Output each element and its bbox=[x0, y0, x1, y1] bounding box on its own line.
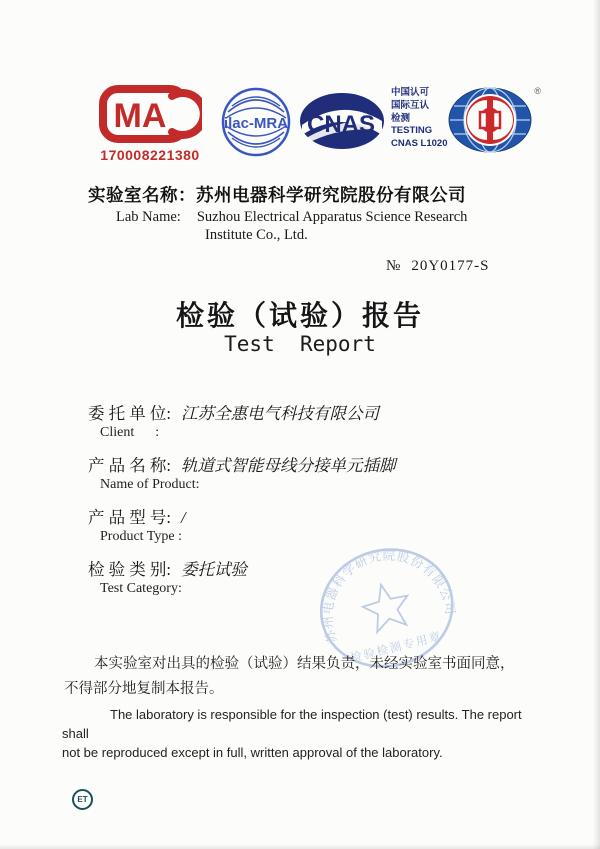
lab-name-en bbox=[88, 209, 467, 226]
lab-name-value-en-line2: Institute Co., Ltd. bbox=[205, 227, 308, 243]
report-number-value: 20Y0177-S bbox=[411, 258, 490, 274]
ilac-mra-logo bbox=[220, 86, 292, 163]
disclaimer-en-line1: The laboratory is responsible for the inspection (test) results. The report shall bbox=[62, 707, 522, 741]
globe-trademark-logo bbox=[447, 84, 541, 161]
report-title-cn: 检验（试验）报告 bbox=[175, 300, 424, 331]
field-client bbox=[88, 400, 528, 441]
field-product-name bbox=[88, 452, 528, 493]
accreditation-line: CNAS L1020 bbox=[391, 138, 448, 150]
product-name-label-en: Name of Product: bbox=[100, 477, 200, 492]
client-value: 江苏全惠电气科技有限公司 bbox=[180, 404, 379, 423]
disclaimer-en-line2: not be reproduced except in full, written approval of the laboratory. bbox=[62, 744, 443, 760]
cma-certificate-number: 170008221380 bbox=[100, 147, 200, 163]
svg-text:CNAS: CNAS bbox=[306, 111, 376, 138]
ilac-mra-icon bbox=[220, 86, 292, 158]
test-category-value: 委托试验 bbox=[180, 560, 247, 579]
accreditation-line: 检测 bbox=[391, 112, 411, 124]
svg-text:MA: MA bbox=[113, 97, 167, 135]
lab-name-value-en: Suzhou Electrical Apparatus Science Research bbox=[196, 209, 468, 225]
disclaimer-cn-line1: 本实验室对出具的检验（试验）结果负责，未经实验室书面同意， bbox=[94, 656, 515, 672]
product-type-label-en: Product Type : bbox=[100, 529, 182, 544]
accreditation-line: TESTING bbox=[391, 125, 433, 137]
globe-icon bbox=[447, 84, 533, 156]
seal-bottom-text: 检验检测专用章 bbox=[349, 630, 444, 666]
disclaimer-cn-line2: 不得部分地复制本报告。 bbox=[64, 680, 224, 697]
cnas-icon bbox=[298, 91, 386, 151]
seal-arc-text: 苏州电器科学研究院股份有限公司 bbox=[320, 548, 458, 645]
lab-name-cn bbox=[88, 182, 467, 207]
registered-trademark-symbol: ® bbox=[534, 86, 541, 96]
field-product-type bbox=[88, 504, 528, 545]
report-title-en: Test Report bbox=[224, 332, 376, 356]
client-label-en: Client : bbox=[100, 425, 160, 440]
report-number-prefix: № bbox=[386, 258, 402, 274]
cnas-logo bbox=[298, 91, 386, 156]
test-category-label-cn: 检 验 类 别: bbox=[88, 560, 171, 579]
report-fields bbox=[88, 400, 528, 608]
test-category-label-en: Test Category: bbox=[100, 581, 182, 596]
cma-logo bbox=[96, 84, 204, 163]
binding-punch-mark-icon: ET bbox=[72, 789, 93, 810]
report-number bbox=[386, 258, 489, 275]
cma-mark-icon bbox=[98, 84, 202, 144]
product-name-value: 轨道式智能母线分接单元插脚 bbox=[180, 456, 396, 475]
lab-name-block bbox=[88, 182, 467, 244]
product-name-label-cn: 产 品 名 称: bbox=[88, 456, 171, 475]
disclaimer-en bbox=[62, 706, 542, 763]
lab-name-label-en: Lab Name: bbox=[116, 209, 181, 225]
svg-text:ilac-MRA: ilac-MRA bbox=[223, 115, 289, 132]
accreditation-logo-row bbox=[96, 84, 541, 163]
lab-name-label-cn: 实验室名称： bbox=[88, 185, 196, 205]
accreditation-text bbox=[391, 87, 448, 151]
accreditation-line: 中国认可 bbox=[391, 87, 430, 98]
lab-name-value-cn: 苏州电器科学研究院股份有限公司 bbox=[196, 185, 466, 205]
client-label-cn: 委 托 单 位: bbox=[88, 404, 171, 423]
accreditation-line: 国际互认 bbox=[391, 99, 430, 111]
field-test-category bbox=[88, 556, 528, 597]
product-type-label-cn: 产 品 型 号: bbox=[88, 508, 171, 527]
disclaimer-cn bbox=[64, 652, 540, 701]
product-type-value: / bbox=[180, 508, 186, 527]
